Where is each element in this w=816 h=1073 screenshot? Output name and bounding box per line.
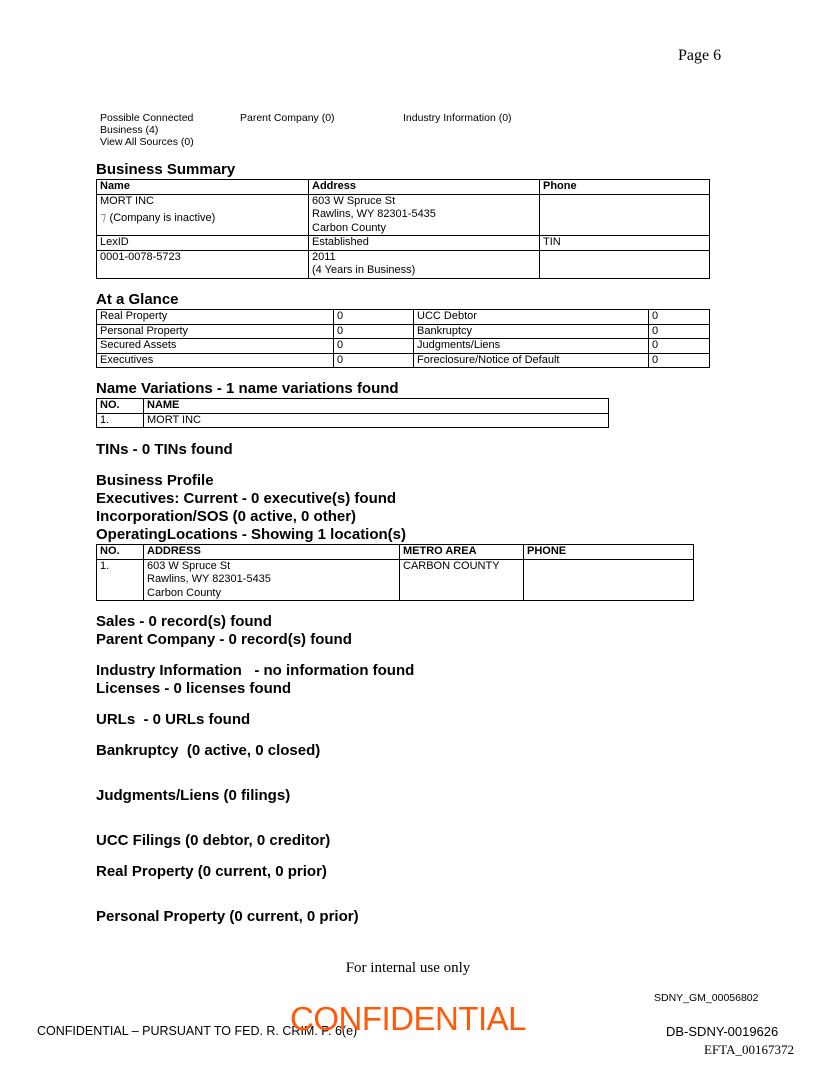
efta-number: EFTA_00167372 [704,1042,794,1057]
confidential-stamp: CONFIDENTIAL [290,1000,527,1037]
address-line: Rawlins, WY 82301-5435 [312,208,436,220]
confidential-note: CONFIDENTIAL – PURSUANT TO FED. R. CRIM. P. 6(e) [37,1024,358,1038]
count-cell: 0 [334,353,414,368]
table-row [97,559,694,601]
phone-cell [540,194,710,236]
locations-heading: OperatingLocations - Showing 1 location(s) [96,526,407,543]
label-cell: LexID [97,236,309,251]
label-cell: Foreclosure/Notice of Default [414,353,649,368]
row-name: MORT INC [144,413,609,428]
link-parent-company[interactable]: Parent Company (0) [240,112,335,124]
name-variations-table [96,398,609,428]
name-cell [97,194,309,236]
company-name: MORT INC [100,194,154,207]
business-summary-table [96,179,710,279]
address-cell [309,194,540,236]
link-view-all-sources[interactable]: View All Sources (0) [100,136,194,148]
lexid-cell: 0001-0078-5723 [97,250,309,278]
label-cell: Personal Property [97,324,334,339]
name-variations-heading: Name Variations - 1 name variations found [96,380,399,397]
label-cell: Executives [97,353,334,368]
address-line: 603 W Spruce St [147,559,231,572]
col-header: NO. [97,399,144,414]
established-year: 2011 [312,250,336,263]
tins-heading: TINs - 0 TINs found [96,441,233,458]
col-header: NO. [97,545,144,560]
urls-heading: URLs - 0 URLs found [96,711,251,728]
address-line: Carbon County [147,586,221,599]
count-cell: 0 [649,310,710,325]
col-header: METRO AREA [400,545,524,560]
sdny-bates: SDNY_GM_00056802 [654,992,759,1004]
at-a-glance-table [96,309,710,368]
count-cell: 0 [334,324,414,339]
ucc-heading: UCC Filings (0 debtor, 0 creditor) [96,832,331,849]
phone-cell [524,559,694,601]
personal-property-heading: Personal Property (0 current, 0 prior) [96,908,359,925]
executives-heading: Executives: Current - 0 executive(s) found [96,490,397,507]
judgments-heading: Judgments/Liens (0 filings) [96,787,291,804]
real-property-heading: Real Property (0 current, 0 prior) [96,863,327,880]
col-header: NAME [144,399,609,414]
link-connected-business[interactable]: Possible Connected Business (4) [100,112,194,136]
established-cell [309,250,540,278]
table-row [97,324,710,339]
count-cell: 0 [649,353,710,368]
industry-heading: Industry Information - no information found [96,662,415,679]
table-row [97,339,710,354]
address-cell [144,559,400,601]
label-cell: Real Property [97,310,334,325]
count-cell: 0 [649,324,710,339]
bankruptcy-heading: Bankruptcy (0 active, 0 closed) [96,742,321,759]
years-in-business: (4 Years in Business) [312,264,416,276]
tin-cell [540,250,710,278]
table-row [97,413,609,428]
count-cell: 0 [334,339,414,354]
row-number: 1. [97,413,144,428]
label-cell: UCC Debtor [414,310,649,325]
business-summary-heading: Business Summary [96,161,236,178]
profile-heading: Business Profile [96,472,214,489]
internal-use-note: For internal use only [345,960,471,976]
address-line: Rawlins, WY 82301-5435 [147,573,271,585]
col-header: Name [97,180,309,195]
sales-heading: Sales - 0 record(s) found [96,613,272,630]
at-a-glance-heading: At a Glance [96,291,179,308]
table-row [97,310,710,325]
address-line: Carbon County [312,221,386,234]
licenses-heading: Licenses - 0 licenses found [96,680,292,697]
locations-table [96,544,694,601]
link-industry-information[interactable]: Industry Information (0) [403,112,512,124]
col-header: Address [309,180,540,195]
label-cell: Judgments/Liens [414,339,649,354]
page-number: Page 6 [678,47,722,64]
incorporation-heading: Incorporation/SOS (0 active, 0 other) [96,508,357,525]
db-bates: DB-SDNY-0019626 [666,1024,779,1039]
address-line: 603 W Spruce St [312,194,396,207]
col-header: Phone [540,180,710,195]
col-header: ADDRESS [144,545,400,560]
label-cell: TIN [540,236,710,251]
count-cell: 0 [649,339,710,354]
count-cell: 0 [334,310,414,325]
inactive-icon: ⁊ [100,209,107,224]
label-cell: Secured Assets [97,339,334,354]
label-cell: Bankruptcy [414,324,649,339]
parent-company-heading: Parent Company - 0 record(s) found [96,631,352,648]
label-cell: Established [309,236,540,251]
inactive-status: (Company is inactive) [109,212,216,224]
row-number: 1. [97,559,144,601]
table-row [97,353,710,368]
col-header: PHONE [524,545,694,560]
metro-cell: CARBON COUNTY [400,559,524,601]
